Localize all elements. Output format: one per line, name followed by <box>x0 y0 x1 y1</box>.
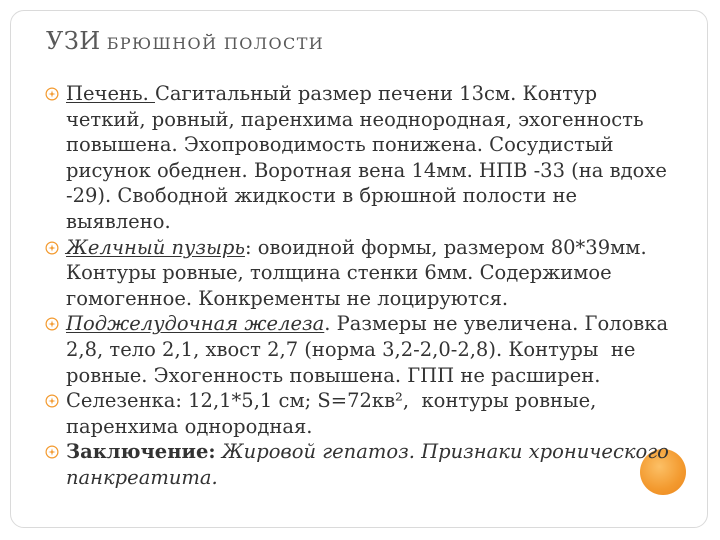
title-main: УЗИ <box>46 27 101 55</box>
item-label-liver: Печень. <box>66 82 155 105</box>
text-line: -29). Свободной жидкости в брюшной полости не <box>66 184 577 208</box>
item-text: : овоидной формы, размером 80*39мм. <box>244 235 647 259</box>
text-line <box>66 81 702 107</box>
text-line: ровные. Эхогенность повышена. ГПП не расширен. <box>66 363 601 387</box>
item-text: . Размеры не увеличена. Головка <box>324 312 669 336</box>
bullet-marker-icon <box>45 87 59 101</box>
text-line: Селезенка: 12,1*5,1 см; S=72кв², контуры ровные, <box>66 389 597 413</box>
slide-title <box>46 24 324 58</box>
text-line: гомогенное. Конкременты не лоцируются. <box>66 286 509 310</box>
item-text: Жировой гепатоз. Признаки хронического <box>215 440 669 464</box>
text-line: паренхима однородная. <box>66 414 313 438</box>
item-label-pancreas: Поджелудочная железа <box>66 312 325 336</box>
text-line: панкреатита. <box>66 465 218 489</box>
bullet-marker-icon <box>45 394 59 408</box>
item-text: Сагитальный размер печени 13см. Контур <box>155 82 598 105</box>
bullet-item-liver <box>66 81 702 235</box>
bullet-list <box>66 81 702 491</box>
bullet-item-conclusion <box>66 439 702 490</box>
title-sub: БРЮШНОЙ ПОЛОСТИ <box>106 34 325 53</box>
bullet-marker-icon <box>45 445 59 459</box>
bullet-item-pancreas <box>66 311 702 388</box>
text-line: 2,8, тело 2,1, хвост 2,7 (норма 3,2-2,0-2,8). Контуры не <box>66 337 636 361</box>
bullet-item-gallbladder <box>66 235 702 312</box>
text-line: рисунок обеднен. Воротная вена 14мм. НПВ -33 (на вдохе <box>66 158 667 182</box>
text-line: выявлено. <box>66 209 171 233</box>
text-line <box>66 311 702 337</box>
text-line <box>66 235 702 261</box>
bullet-item-spleen <box>66 388 702 439</box>
bullet-marker-icon <box>45 317 59 331</box>
bullet-marker-icon <box>45 241 59 255</box>
item-label-gallbladder: Желчный пузырь <box>66 235 245 259</box>
text-line: повышена. Эхопроводимость понижена. Сосудистый <box>66 133 614 157</box>
text-line <box>66 439 702 465</box>
text-line: Контуры ровные, толщина стенки 6мм. Содержимое <box>66 261 612 285</box>
item-label-conclusion: Заключение: <box>66 440 216 464</box>
text-line: четкий, ровный, паренхима неоднородная, эхогенность <box>66 107 644 131</box>
